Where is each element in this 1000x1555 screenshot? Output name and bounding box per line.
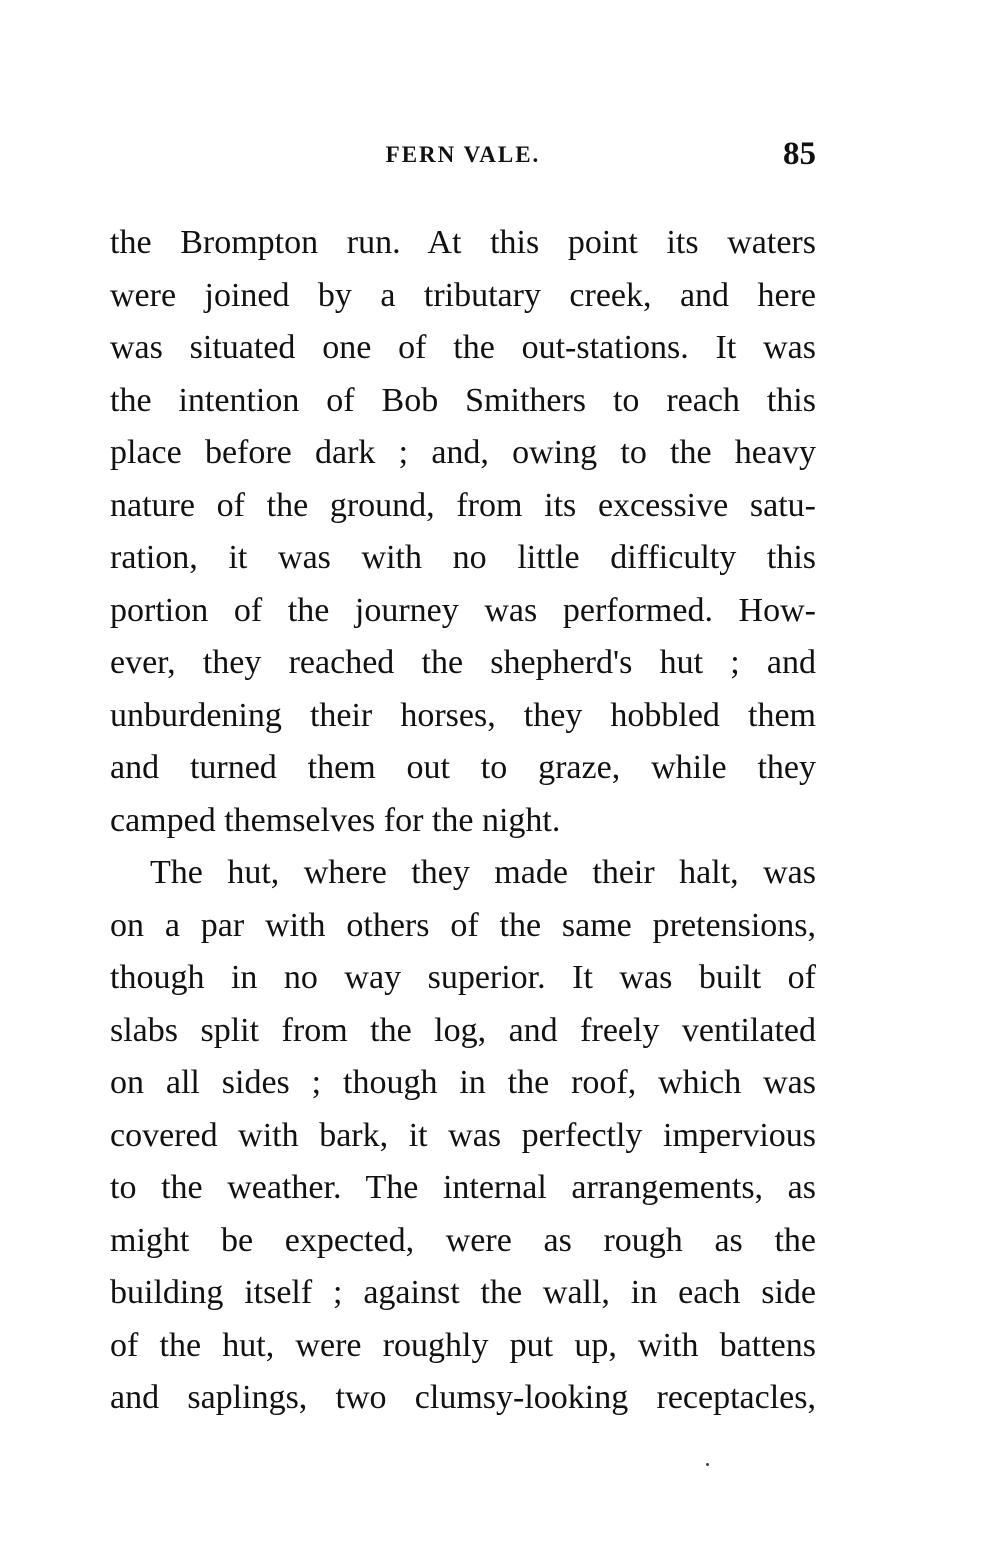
running-head xyxy=(110,136,816,176)
text-line: though in no way superior. It was built of xyxy=(110,959,816,996)
text-line: on all sides ; though in the roof, which was xyxy=(110,1064,816,1101)
text-line: to the weather. The internal arrangements, as xyxy=(110,1169,816,1206)
text-line: the intention of Bob Smithers to reach this xyxy=(110,381,816,419)
text-line: The hut, where they made their halt, was xyxy=(150,854,816,891)
body-text xyxy=(110,217,816,1425)
text-line: were joined by a tributary creek, and here xyxy=(110,276,816,314)
text-line: portion of the journey was performed. How- xyxy=(110,591,816,629)
text-line: and saplings, two clumsy-looking receptacles, xyxy=(110,1379,816,1416)
text-line: on a par with others of the same pretensions, xyxy=(110,906,816,944)
text-line: unburdening their horses, they hobbled them xyxy=(110,696,816,734)
text-line: might be expected, were as rough as the xyxy=(110,1221,816,1259)
paragraph-1 xyxy=(110,217,816,847)
print-speck xyxy=(706,1463,709,1466)
text-line: place before dark ; and, owing to the heavy xyxy=(110,434,816,471)
text-line: slabs split from the log, and freely ventilated xyxy=(110,1011,816,1049)
running-title: FERN VALE. xyxy=(385,142,541,167)
page-number: 85 xyxy=(783,136,816,172)
text-line: and turned them out to graze, while they xyxy=(110,749,816,786)
text-line: of the hut, were roughly put up, with battens xyxy=(110,1326,816,1364)
text-line: was situated one of the out-stations. It was xyxy=(110,329,816,366)
text-line: building itself ; against the wall, in each side xyxy=(110,1274,816,1311)
paragraph-2 xyxy=(110,847,816,1425)
text-line: camped themselves for the night. xyxy=(110,801,561,839)
text-line: ration, it was with no little difficulty this xyxy=(110,539,816,576)
text-line: nature of the ground, from its excessive satu- xyxy=(110,486,816,524)
text-line: ever, they reached the shepherd's hut ; and xyxy=(110,644,816,681)
text-line: the Brompton run. At this point its waters xyxy=(110,224,816,261)
text-line: covered with bark, it was perfectly impervious xyxy=(110,1116,816,1154)
